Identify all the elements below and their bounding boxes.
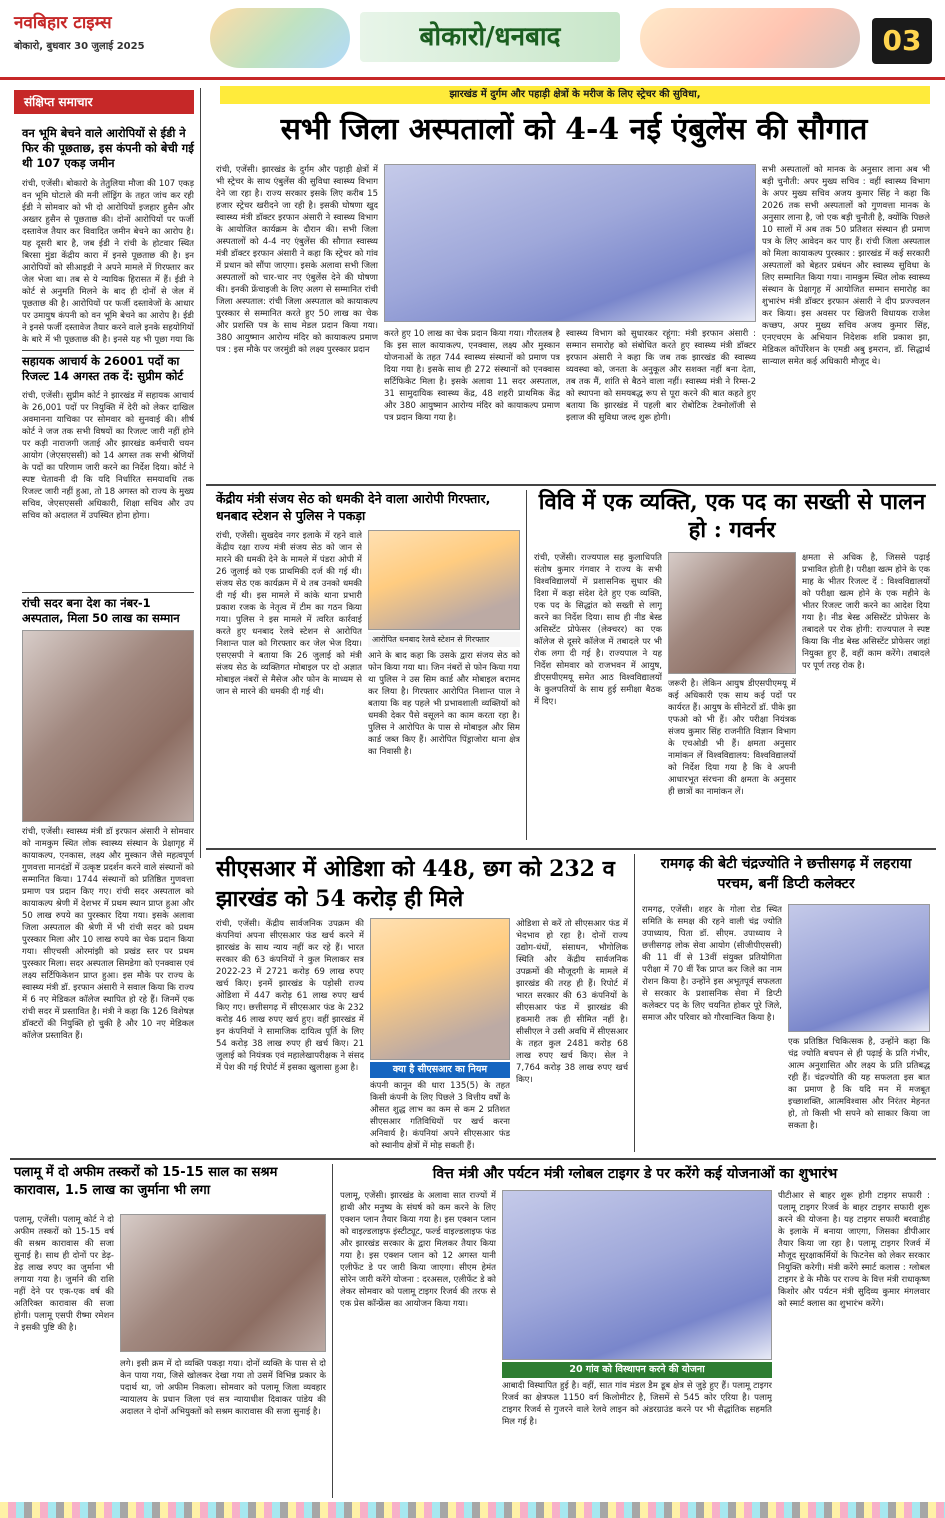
- chandra-headline: रामगढ़ की बेटी चंद्रज्योति ने छत्तीसगढ़ में लहराया परचम, बनीं डिप्टी कलेक्टर: [660, 856, 912, 892]
- page-number: 03: [872, 18, 932, 64]
- brief-separator: [22, 592, 194, 593]
- csr-headline: सीएसआर में ओडिशा को 448, छग को 232 व झारखंड को 54 करोड़ ही मिले: [216, 856, 615, 912]
- csr-col-1: रांची, एजेंसी। केंद्रीय सार्वजनिक उपक्रम की कंपनियां अपना सीएसआर फंड खर्च करने में झारखंड के साथ न्याय नहीं कर रहे हैं। भारत सरकार की 63 कंपनियों ने कुल मिलाकर सत्र 2022-23 में 2721 करोड़ 69 लाख रुपए खर्च किए। इनमें झारखंड के पड़ोसी राज्य ओडिशा में 447 करोड़ 61 लाख रुपए खर्च किए गए। छत्तीसगढ़ में सीएसआर फंड के 232 करोड़ 46 लाख रुपए खर्च हुए। वहीं झारखंड में इन कंपनियों ने सामाजिक दायित्व पूर्ति के लिए 54 करोड़ 38 लाख रुपए ही खर्च किए। 21 जुलाई को नियंत्रक एवं महालेखापरीक्षक ने संसद में पेश की गई रिपोर्ट में इसका खुलासा हुआ है।: [216, 919, 364, 1073]
- sanjay-headline: केंद्रीय मंत्री संजय सेठ को धमकी देने वाला आरोपी गिरफ्तार, धनबाद स्टेशन से पुलिस ने पकड़ा: [216, 491, 491, 523]
- brief-1-body: रांची, एजेंसी। बोकारो के तेतुलिया मौजा की 107 एकड़ वन भूमि घोटाले की मनी लॉड्रिंग के तहत जांच कर रही ईडी ने सोमवार को भी दो आरोपियों इजहार हुसैन और अख्तर हुसैन से पूछताछ की। दोनों आरोपियों पर फर्जी दस्तावेज तैयार कर विवादित जमीन बेचने का आरोप है। यह दूसरी बार है, जब ईडी ने रांची के होटवार स्थित बिरसा मुंडा केंद्रीय कारा में इनसे पूछताछ की है। इन आरोपियों को सीआइडी ने अपने मामले में गिरफ्तार कर जेल भेजा था। तब से ये न्यायिक हिरासत में हैं। ईडी ने कोर्ट से अनुमति मिलने के बाद ही दोनों से जेल में पूछताछ की है। आरोपियों पर फर्जी दस्तावेजों के आधार पर उमायुष कंपनी को वन भूमि बेचने का आरोप है। ईडी ने इनसे फर्जी दस्तावेज तैयार करने वाले इनके सहयोगियों के बारे में भी पूछताछ की है। इनसे यह भी पूछा गया कि: [22, 179, 194, 344]
- tiger-col-2: आबादी विस्थापित हुई है। वहीं, सात गांव मंडल डैम डूब क्षेत्र से जुड़े हुए हैं। पलामू टाइगर रिजर्व का क्षेत्रफल 1150 वर्ग किलोमीटर है, जिसमें से 545 कोर एरिया है। पलामू टाइगर रिजर्व से गुजरने वाले रेलवे लाइन को अंडरग्राउंड करने पर भी सैद्धांतिक सहमति मिल गई है।: [502, 1381, 772, 1427]
- opium-col-2: लगे। इसी क्रम में दो व्यक्ति पकड़ा गया। दोनों व्यक्ति के पास से दो केन पाया गया, जिसे खोलकर देखा गया तो उसमें विभिन्न प्रकार के पदार्थ था, जो अफीम निकला। सोमवार को पलामू जिला व्यवहार न्यायालय के प्रधान जिला एवं सत्र न्यायाधीश दिवाकर पांडेय की अदालत ने दोनों अभियुक्तों को सश्रम कारावास की सजा सुनाई है।: [120, 1359, 326, 1417]
- story-divider: [10, 1158, 936, 1160]
- brief-separator: [22, 350, 194, 351]
- tiger-col-3: पीटीआर से बाहर शुरू होगी टाइगर सफारी : पलामू टाइगर रिजर्व के बाहर टाइगर सफारी शुरू करने की योजना है। यह टाइगर सफारी बरवाडीह के इलाके में बनाया जाएगा, जिसका डीपीआर तैयार किया जा रहा है। पलामू टाइगर रिजर्व में मौजूद सुरक्षाकर्मियों के फिटनेस को लेकर सरकार नियुक्ति करेगी। मंत्री करेंगे स्मार्ट कलास : ग्लोबल टाइगर डे के मौके पर राज्य के वित्त मंत्री राधाकृष्ण किशोर और पर्यटन मंत्री सुदिव्य कुमार मंगलवार को स्मार्ट क्लास का शुभारंभ करेंगे।: [778, 1191, 930, 1309]
- newspaper-brand: नवबिहार टाइम्स: [14, 13, 112, 33]
- governor-col-3: क्षमता से अधिक है, जिससे पढ़ाई प्रभावित होती है। परीक्षा खत्म होने के एक माह के भीतर रिजल्ट दें : विश्वविद्यालयों को परीक्षा खत्म होने के एक महीने के भीतर रिजल्ट जारी करने का आदेश दिया गया है। नीड बेस्ड असिस्टेंट प्रोफेसर के तबादले पर रोक होगी: राज्यपाल ने स्पष्ट किया कि नीड बेस्ड असिस्टेंट प्रोफेसर जहां नियुक्त हुए हैं, वहीं काम करेंगे। तबादले पर पूर्ण तरह रोक है।: [802, 553, 930, 671]
- governor-col-2: जरूरी है। लेकिन आयुष डीएसपीएमयू में कई अधिकारी एक साथ कई पदों पर कार्यरत हैं। आयुष के सीनेटरों डॉ. पीके झा एफओ को भी हैं। और परीक्षा नियंत्रक संजय कुमार सिंह राजनीति विज्ञान विभाग के एचओडी भी हैं। क्षमता अनुसार नामांकन लें विश्वविद्यालय: विश्वविद्यालयों को निर्देश दिया गया है कि वे अपनी आधारभूत संरचना की क्षमता के अनुसार ही छात्रों का नामांकन लें।: [668, 679, 796, 797]
- lead-kicker: झारखंड में दुर्गम और पहाड़ी क्षेत्रों के मरीज के लिए स्ट्रेचर की सुविधा,: [220, 86, 930, 104]
- brief-3-body: रांची, एजेंसी। स्वास्थ्य मंत्री डॉ इरफान अंसारी ने सोमवार को नामकुम स्थित लोक स्वास्थ्य संस्थान के प्रेक्षागृह में कायाकल्प, एनकास, लक्ष्य और मुस्कान जैसे महत्वपूर्ण गुणवत्ता मानदंडों में उत्कृष्ट प्रदर्शन करने वाले संस्थानों को सम्मानित किया। 1744 संस्थानों को प्रतिष्ठित गुणवत्ता प्रमाण पत्र प्रदान किए गए। रांची सदर अस्पताल को कायाकल्प श्रेणी में देशभर में प्रथम स्थान प्राप्त हुआ और 50 लाख रुपये का पुरस्कार दिया गया। इसके अलावा जिला अस्पताल की श्रेणी में भी रांची सदर को प्रथम पुरस्कार मिला और 10 लाख रुपये का चेक प्रदान किया गया। सीएचसी ओरमांझी को प्रखंड स्तर पर प्रथम पुरस्कार मिला। सदर अस्पताल सिमडेगा को एनक्वास एवं लक्ष्य सर्टिफिकेशन प्राप्त हुआ। इस मौके पर राज्य के स्वास्थ्य मंत्री डॉ. इरफान अंसारी ने सवाल किया कि राज्य में 6 नए मेडिकल कॉलेज स्थापित हो रहे हैं। जिनमें एक रांची सदर में प्रस्तावित है। मंत्री ने कहा कि 126 विशेषज्ञ डॉक्टरों की नियुक्ति हो चुकी है और 10 नए मेडिकल कॉलेज प्रस्तावित हैं।: [22, 827, 194, 1041]
- story-divider: [206, 848, 936, 850]
- chandra-photo: [788, 904, 930, 1032]
- column-divider: [526, 490, 527, 840]
- lead-col-1: रांची, एजेंसी। झारखंड के दुर्गम और पहाड़ी क्षेत्रों में भी स्ट्रेचर के साथ एंबुलेंस की सुविधा स्वास्थ्य विभाग देने जा रहा है। राज्य सरकार इसके लिए करीब 15 हजार स्ट्रेचर खरीदने जा रही है। इसकी घोषणा खुद स्वास्थ्य मंत्री डॉक्टर इरफान अंसारी ने स्वास्थ्य विभाग के आयोजित कार्यक्रम के दौरान की। सभी जिला अस्पतालों को 4-4 नए एंबुलेंस की सौगात स्वास्थ्य मंत्री डॉक्टर इरफान अंसारी ने कहा कि स्ट्रेचर को गांव में प्रधान को सौंपा जाएगा। इसके अलावा सभी जिला अस्पतालों को चार-चार नए एंबुलेंस देने की घोषणा की। इनकी फ्रेंचाइजी के लिए अलग से सम्मानित रांची जिला अस्पताल: रांची जिला अस्पताल को कायाकल्प पुरस्कार से सम्मानित करते हुए 50 लाख का चेक और प्रशस्ति पत्र के साथ मेडल प्रदान किया गया। 380 आयुष्मान आरोग्य मंदिर को कायाकल्प प्रमाण पत्र : इस मौके पर जरमुंडी को लक्ष्य पुरस्कार प्रदान: [216, 165, 378, 355]
- brief-2-body: रांची, एजेंसी। सुप्रीम कोर्ट ने झारखंड में सहायक आचार्य के 26,001 पदों पर नियुक्ति में देरी को लेकर दाखिल अवमानना याचिका पर सोमवार को सुनवाई की। शीर्ष कोर्ट ने जज तक सभी विषयों का रिजल्ट जारी नहीं होने पर कड़ी नाराजगी जताई और झारखंड कर्मचारी चयन आयोग (जेएसएससी) को 14 अगस्त तक सभी श्रेणियों के पदों का परिणाम जारी करने का निर्देश दिया। कोर्ट ने स्पष्ट चेतावनी दी कि यदि निर्धारित समयावधि तक रिजल्ट जारी नहीं हुआ, तो 18 अगस्त को राज्य के मुख्य सचिव, जेएसएससी अधिकारी, शिक्षा सचिव और उप सचिव को अदालत में उपस्थित होना होगा।: [22, 391, 194, 521]
- governor-photo: [668, 552, 796, 674]
- column-divider: [200, 88, 201, 858]
- column-divider: [332, 1164, 333, 1498]
- brief-3-headline: रांची सदर बना देश का नंबर-1 अस्पताल, मिला 50 लाख का सम्मान: [22, 596, 180, 625]
- decor-banner-left: [210, 8, 350, 68]
- csr-col-2: ओडिशा से करें तो सीएसआर फंड में भेदभाव हो रहा है। दोनों राज्य उद्योग-धंधों, संसाधन, भौगोलिक स्थिति और केंद्रीय सार्वजनिक उपक्रमों की मौजूदगी के मामले में झारखंड की तरह ही हैं। रिपोर्ट में भारत सरकार की 63 कंपनियों के सीएसआर फंड में झारखंड की हकमारी तक ही सीमित नहीं है। सीसीएल ने उसी अवधि में सीएसआर के तहत कुल 2481 करोड़ 68 लाख रुपए खर्च किए। सेल ने 7,764 करोड़ 38 लाख रुपए खर्च किए।: [516, 919, 628, 1085]
- opium-col-1: पलामू, एजेंसी। पलामू कोर्ट ने दो अफीम तस्करों को 15-15 वर्ष की सश्रम कारावास की सजा सुनाई है। साथ ही दोनों पर डेढ़-डेढ़ लाख रुपए का जुर्माना भी लगाया गया है। जुर्माने की राशि नहीं देने पर एक-एक वर्ष की अतिरिक्त कारावास की सजा होगी। पलामू एसपी रीष्मा रमेशन ने इसकी पुष्टि की है।: [14, 1215, 114, 1333]
- print-registration-strip: [0, 1502, 945, 1518]
- governor-col-1: रांची, एजेंसी। राज्यपाल सह कुलाधिपति संतोष कुमार गंगवार ने राज्य के सभी विश्वविद्यालयों में प्रशासनिक सुधार की दिशा में कड़ा संदेश देते हुए एक व्यक्ति, एक पद के सिद्धांत को सख्ती से लागू करने का निर्देश दिया। साथ ही नीड बेस्ड असिस्टेंट प्रोफेसर (लेक्चरर) का एक कॉलेज से दूसरे कॉलेज में तबादले पर भी रोक लगा दी गई है। राज्यपाल ने यह निर्देश सोमवार को राजभवन में आयुष, डीएसपीएमयू समेत आठ विश्वविद्यालयों के कुलपतियों के साथ हुई समीक्षा बैठक में दिए।: [534, 553, 662, 707]
- csr-box-body: कंपनी कानून की धारा 135(5) के तहत किसी कंपनी के लिए पिछले 3 वित्तीय वर्षों के औसत शुद्ध लाभ का कम से कम 2 प्रतिशत सीएसआर गतिविधियों पर खर्च करना अनिवार्य है। कंपनियां अपने सीएसआर फंड को स्थानीय क्षेत्रों में मोड़ सकती हैं।: [370, 1081, 510, 1151]
- accused-photo: [368, 530, 520, 630]
- csr-box-title: क्या है सीएसआर का नियम: [370, 1062, 510, 1078]
- lead-headline: सभी जिला अस्पतालों को 4-4 नई एंबुलेंस की सौगात: [280, 112, 868, 147]
- cm-photo: [370, 918, 510, 1060]
- opium-headline: पलामू में दो अफीम तस्करों को 15-15 साल का सश्रम कारावास, 1.5 लाख का जुर्माना भी लगा: [14, 1165, 278, 1198]
- tiger-col-1: पलामू, एजेंसी। झारखंड के अलावा सात राज्यों में हाथी और मनुष्य के संघर्ष को कम करने के लिए एक्शन प्लान तैयार किया गया है। इस एक्शन प्लान को वाइल्डलाइफ इंस्टीट्यूट, फर्ल्ड वाइल्डलाइफ फंड और झारखंड सरकार के द्वारा मिलकर तैयार किया गया है। इस एक्शन प्लान को 12 अगस्त यानी एलीफेंट डे पर जारी किया जाएगा। सीएम हेमंत सोरेन जारी करेंगे योजना : दरअसल, एलीफेंट डे को लेकर सोमवार को पलामू टाइगर रिजर्व की तरफ से एक प्रेस कॉन्फ्रेंस का आयोजन किया गया।: [340, 1191, 496, 1309]
- chandra-caption: एक प्रतिष्ठित चिकित्सक है, उन्होंने कहा कि चंद्र ज्योति बचपन से ही पढ़ाई के प्रति गंभीर, आत्म अनुशासित और लक्ष्य के प्रति प्रतिबद्ध रही हैं। चंद्रज्योति की यह सफलता इस बात का प्रमाण है कि यदि मन में मजबूत इच्छाशक्ति, आत्मविश्वास और निरंतर मेहनत हो, तो किसी भी सपने को साकार किया जा सकता है।: [788, 1037, 930, 1131]
- lead-photo: [384, 164, 756, 322]
- dateline: बोकारो, बुधवार 30 जुलाई 2025: [14, 41, 145, 52]
- brief-label: संक्षिप्त समाचार: [14, 90, 194, 114]
- lead-col-4: सभी अस्पतालों को मानक के अनुसार लाना अब भी बड़ी चुनौती: अपर मुख्य सचिव : वहीं स्वास्थ्य विभाग के अपर मुख्य सचिव अजय कुमार सिंह ने कहा कि 2026 तक सभी अस्पतालों को गुणवत्ता मानक के अनुसार लाना है, जो एक बड़ी चुनौती है, क्योंकि पिछले 10 सालों में अब तक 50 प्रतिशत संस्थान ही प्रमाण पत्र के लिए आवेदन कर पाए हैं। रांची जिला अस्पताल को मिला कायाकल्प पुरस्कार : झारखंड में कई सरकारी अस्पतालों को बेहतर प्रबंधन और स्वास्थ्य सुविधा के लिए सम्मानित किया गया। नामकुम स्थित लोक स्वास्थ्य संस्थान के प्रेक्षागृह में आयोजित सम्मान समारोह का शुभारंभ मंत्री डॉक्टर इरफान अंसारी ने दीप प्रज्ज्वलन कर किया। इस अवसर पर खिजरी विधायक राजेश कच्छप, अपर मुख्य सचिव अजय कुमार सिंह, एनएचएम के अभियान निदेशक शशि प्रकाश झा, मेडिकल कॉर्पोरेशन के एमडी अबु इमरान, डॉ. सिद्धार्थ सान्याल समेत कई अधिकारी मौजूद थे।: [762, 165, 930, 367]
- press-conference-photo: [502, 1190, 772, 1360]
- sanjay-col-1: रांची, एजेंसी। सुखदेव नगर इलाके में रहने वाले केंद्रीय रक्षा राज्य मंत्री संजय सेठ को जान से मारने की धमकी देने के मामले में पंडरा ओपी में 26 जुलाई को एक प्राथमिकी दर्ज की गई थी। संजय सेठ एक कार्यक्रम में थे तब उनको धमकी दी गई थी। इस मामले में कांके थाना प्रभारी प्रकाश रजक के नेतृत्व में टीम का गठन किया गया। पुलिस ने इस मामले में त्वरित कार्रवाई करते हुए धनबाद रेलवे स्टेशन से आरोपित निशान्त पाल को गिरफ्तार कर जेल भेज दिया। एसएसपी ने बताया कि 26 जुलाई को मंत्री संजय सेठ के व्यक्तिगत मोबाइल पर दो अज्ञात मोबाइल नंबरों से मैसेज और फोन के माध्यम से जान से मारने की धमकी दी गई थी।: [216, 531, 362, 697]
- brief-2-headline: सहायक आचार्य के 26001 पदों का रिजल्ट 14 अगस्त तक दें: सुप्रीम कोर्ट: [22, 354, 184, 383]
- lead-col-2: करते हुए 10 लाख का चेक प्रदान किया गया। गौरतलब है कि इस साल कायाकल्प, एनक्वास, लक्ष्य और मुस्कान योजनाओं के तहत 744 स्वास्थ्य संस्थानों को प्रमाण पत्र दिया गया है। इसके साथ ही 272 संस्थानों को एनक्वास सर्टिफिकेट मिला है। इसके अलावा 11 सदर अस्पताल, 31 सामुदायिक स्वास्थ्य केंद्र, 48 शहरी प्राथमिक केंद्र और 380 आयुष्मान आरोग्य मंदिर को कायाकल्प प्रमाण पत्र प्रदान किया गया है।: [384, 329, 560, 423]
- brief-1-headline: वन भूमि बेचने वाले आरोपियों से ईडी ने फिर की पूछताछ, इस कंपनी को बेची गई थी 107 एकड़ जमीन: [22, 126, 194, 170]
- section-title: बोकारो/धनबाद: [360, 12, 620, 62]
- chandra-col-1: रामगढ़, एजेंसी। शहर के गोला रोड स्थित समिति के समक्ष की रहने वाली चंद्र ज्योति उपाध्याय, पिता डॉ. सीएम. उपाध्याय ने छत्तीसगढ़ लोक सेवा आयोग (सीजीपीएससी) की 11 वीं से 13वीं संयुक्त प्रतियोगिता परीक्षा में 70 वीं रैंक प्राप्त कर जिले का नाम रोशन किया है। उन्होंने इस अभूतपूर्व सफलता से सरकार के प्रशासनिक सेवा में डिप्टी कलेक्टर पद के लिए चयनित होकर पूरे जिले, समाज और परिवार को गौरवान्वित किया है।: [642, 905, 782, 1023]
- award-photo: [22, 630, 194, 822]
- governor-headline: विवि में एक व्यक्ति, एक पद का सख्ती से पालन हो : गवर्नर: [538, 489, 926, 543]
- tiger-caption: 20 गांव को विस्थापन करने की योजना: [502, 1362, 772, 1378]
- tiger-headline: वित्त मंत्री और पर्यटन मंत्री ग्लोबल टाइगर डे पर करेंगे कई योजनाओं का शुभारंभ: [432, 1166, 838, 1182]
- lead-col-3: स्वास्थ्य विभाग को सुधारकर रहूंगा: मंत्री इरफान अंसारी : सम्मान समारोह को संबोधित करते हुए स्वास्थ्य मंत्री डॉक्टर इरफान अंसारी ने कहा कि जब तक झारखंड की स्वास्थ्य व्यवस्था को, जनता के अनुकूल और सशक्त नहीं बना देता, तब तक मैं, शांति से बैठने वाला नहीं। स्वास्थ्य मंत्री ने रिम्स-2 को स्थापना को समयबद्ध रूप से पूरा करने की बात कहते हुए बताया कि झारखंड में पहली बार रोबोटिक टेक्नोलॉजी से इलाज की सुविधा जल्द शुरू होगी।: [566, 329, 756, 423]
- court-photo: [120, 1214, 326, 1352]
- sanjay-col-2: आने के बाद कहा कि उसके द्वारा संजय सेठ को फोन किया गया था। जिन नंबरों से फोन किया गया था पुलिस ने उस सिम कार्ड और मोबाइल बरामद कर लिया है। गिरफ्तार आरोपित निशान्त पाल ने बताया कि वह पहले भी प्रभावशाली व्यक्तियों को धमकी देकर पैसे वसूलने का काम करता रहा है। पुलिस ने आरोपित के पास से मोबाइल और सिम कार्ड जब्त किए हैं। आरोपित पिंड्राजोरा थाना क्षेत्र का निवासी है।: [368, 651, 520, 757]
- sanjay-caption: आरोपित धनबाद रेलवे स्टेशन से गिरफ्तार: [368, 632, 520, 647]
- decor-banner-right: [640, 8, 860, 68]
- column-divider: [634, 854, 635, 1152]
- story-divider: [206, 484, 936, 486]
